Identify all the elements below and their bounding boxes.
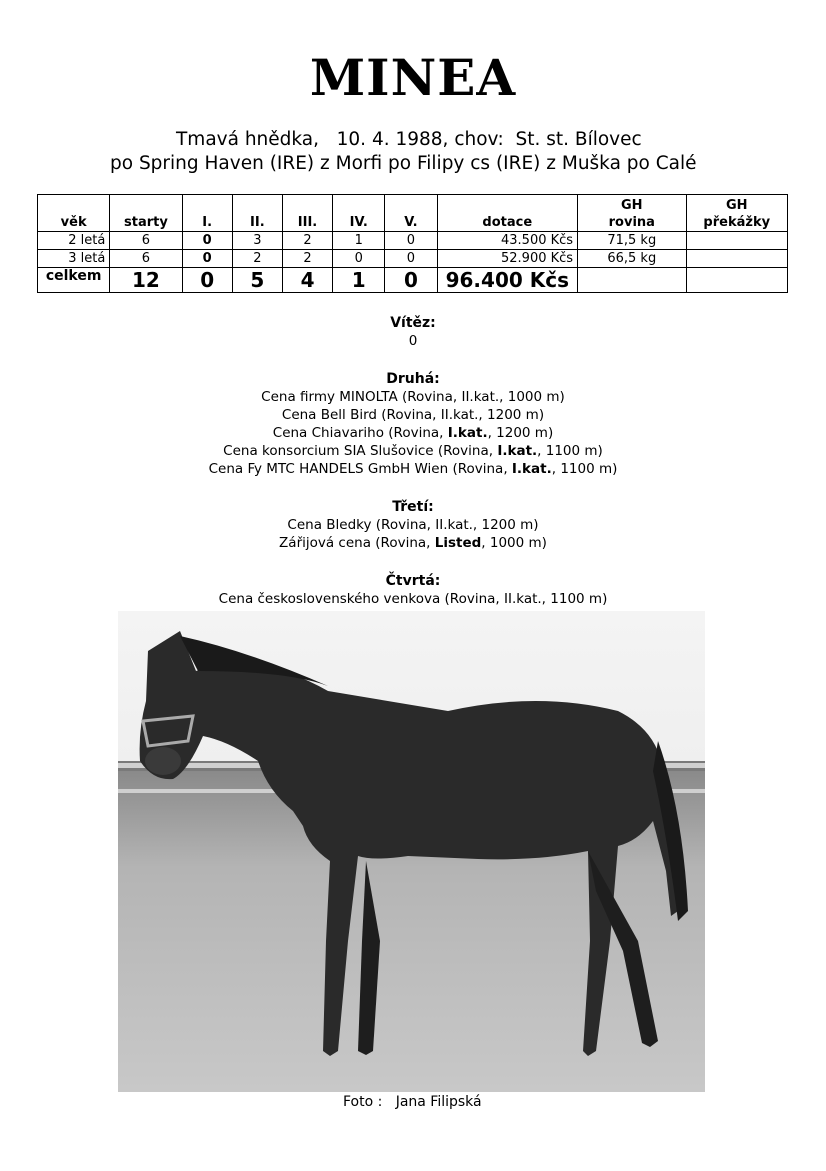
total-third: 4: [282, 268, 332, 293]
second-place-heading: Druhá:: [386, 371, 440, 387]
cell-third: 2: [282, 232, 332, 250]
total-second: 5: [232, 268, 282, 293]
header-fifth: V.: [385, 195, 437, 232]
cell-starts: 6: [110, 250, 182, 268]
total-fifth: 0: [385, 268, 437, 293]
cell-gh-flat: 66,5 kg: [578, 250, 686, 268]
total-fourth: 1: [333, 268, 385, 293]
header-gh-flat-bottom: rovina: [608, 215, 655, 230]
table-row: [38, 250, 788, 268]
cell-gh-jump: [686, 250, 788, 268]
cell-first: 0: [182, 250, 232, 268]
result-line: Cena Bell Bird (Rovina, II.kat., 1200 m): [281, 407, 545, 423]
winner-heading: Vítěz:: [390, 315, 436, 331]
cell-gh-flat: 71,5 kg: [578, 232, 686, 250]
header-prize: dotace: [437, 195, 578, 232]
table-row: [38, 232, 788, 250]
header-third: III.: [282, 195, 332, 232]
horse-photo: [118, 611, 705, 1092]
total-gh-flat: [578, 268, 686, 293]
horse-photo-image: [118, 611, 705, 1092]
race-results-section: [0, 314, 826, 608]
header-gh-jump-top: GH: [725, 198, 748, 213]
result-line: Cena československého venkova (Rovina, II.kat., 1100 m): [218, 591, 608, 607]
header-gh-jump-bottom: překážky: [703, 215, 771, 230]
result-line: Cena firmy MINOLTA (Rovina, II.kat., 1000 m): [261, 389, 565, 405]
total-label: celkem: [38, 268, 110, 293]
header-starts: starty: [110, 195, 182, 232]
cell-prize: 43.500 Kčs: [437, 232, 578, 250]
header-gh-jump: [686, 195, 788, 232]
fourth-place-heading: Čtvrtá:: [385, 573, 441, 589]
total-prize: 96.400 Kčs: [437, 268, 578, 293]
third-place-heading: Třetí:: [392, 499, 434, 515]
cell-second: 3: [232, 232, 282, 250]
pedigree-line: po Spring Haven (IRE) z Morfi po Filipy cs (IRE) z Muška po Calé: [110, 153, 697, 174]
photo-caption: Foto : Jana Filipská: [343, 1094, 482, 1110]
horse-details-line: Tmavá hnědka, 10. 4. 1988, chov: St. st. Bílovec: [176, 129, 642, 150]
cell-fifth: 0: [385, 250, 437, 268]
header-gh-flat-top: GH: [621, 198, 643, 213]
result-line: Zářijová cena (Rovina, Listed, 1000 m): [279, 535, 547, 551]
cell-fourth: 1: [333, 232, 385, 250]
race-stats-table: [37, 194, 788, 293]
cell-age: 3 letá: [38, 250, 110, 268]
header-second: II.: [232, 195, 282, 232]
header-age: věk: [38, 195, 110, 232]
header-gh-flat: [578, 195, 686, 232]
cell-fourth: 0: [333, 250, 385, 268]
cell-gh-jump: [686, 232, 788, 250]
table-header-row: [38, 195, 788, 232]
horse-name-title: MINEA: [309, 48, 517, 107]
result-line: Cena Bledky (Rovina, II.kat., 1200 m): [287, 517, 539, 533]
total-starts: 12: [110, 268, 182, 293]
total-gh-jump: [686, 268, 788, 293]
cell-prize: 52.900 Kčs: [437, 250, 578, 268]
total-first: 0: [182, 268, 232, 293]
header-first: I.: [182, 195, 232, 232]
cell-third: 2: [282, 250, 332, 268]
cell-first: 0: [182, 232, 232, 250]
result-line: Cena Fy MTC HANDELS GmbH Wien (Rovina, I.kat., 1100 m): [208, 461, 618, 477]
header-fourth: IV.: [333, 195, 385, 232]
result-line: Cena Chiavariho (Rovina, I.kat., 1200 m): [272, 425, 554, 441]
cell-fifth: 0: [385, 232, 437, 250]
result-line: Cena konsorcium SIA Slušovice (Rovina, I.kat., 1100 m): [223, 443, 603, 459]
cell-second: 2: [232, 250, 282, 268]
winner-value: 0: [408, 333, 418, 349]
table-total-row: [38, 268, 788, 293]
cell-starts: 6: [110, 232, 182, 250]
cell-age: 2 letá: [38, 232, 110, 250]
